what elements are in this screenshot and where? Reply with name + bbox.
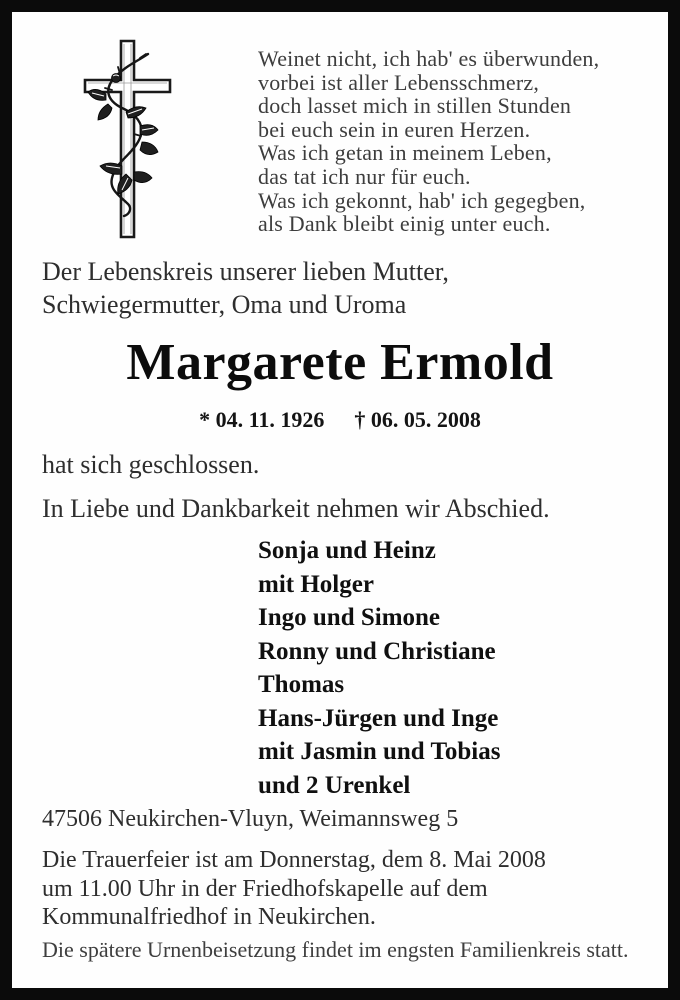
poem-line: bei euch sein in euren Herzen. (258, 116, 531, 142)
intro-line: Schwiegermutter, Oma und Uroma (42, 289, 407, 319)
funeral-line: um 11.00 Uhr in der Friedhofskapelle auf dem (42, 875, 488, 902)
poem-line: Weinet nicht, ich hab' es überwunden, (258, 46, 600, 71)
mourner-line: Hans-Jürgen und Inge (258, 704, 499, 732)
intro-line: Der Lebenskreis unserer lieben Mutter, (42, 257, 449, 286)
mourner-line: Sonja und Heinz (258, 537, 436, 564)
address-line: 47506 Neukirchen-Vluyn, Weimannsweg 5 (42, 806, 459, 832)
poem-line: das tat ich nur für euch. (258, 163, 471, 189)
poem-line: doch lasset mich in stillen Stunden (258, 93, 572, 119)
urn-burial-note: Die spätere Urnenbeisetzung findet im engsten Familienkreis statt. (42, 937, 629, 962)
poem-line: als Dank bleibt einig unter euch. (258, 211, 551, 237)
birth-date: * 04. 11. 1926 (199, 407, 325, 432)
funeral-line: Kommunalfriedhof in Neukirchen. (42, 904, 376, 930)
mourner-line: mit Jasmin und Tobias (258, 738, 501, 765)
poem-line: Was ich getan in meinem Leben, (258, 140, 552, 166)
funeral-info (42, 846, 546, 932)
poem-line: Was ich gekonnt, hab' ich gegegben, (258, 187, 586, 213)
mourner-line: mit Holger (258, 570, 374, 598)
deceased-name: Margarete Ermold (126, 334, 554, 391)
poem-line: vorbei ist aller Lebensschmerz, (258, 69, 540, 95)
farewell-line: In Liebe und Dankbarkeit nehmen wir Abschied. (42, 494, 550, 523)
mourner-line: und 2 Urenkel (258, 771, 411, 799)
death-date: † 06. 05. 2008 (354, 407, 481, 432)
memorial-poem (258, 47, 599, 236)
cross-rose-vine-icon (82, 38, 174, 246)
mourner-line: Ronny und Christiane (258, 637, 496, 665)
funeral-line: Die Trauerfeier ist am Donnerstag, dem 8. Mai 2008 (42, 847, 546, 873)
closing-line: hat sich geschlossen. (42, 450, 260, 479)
mourner-line: Ingo und Simone (258, 604, 441, 631)
mourners-list (258, 534, 500, 802)
intro-text (42, 256, 449, 321)
mourner-line: Thomas (258, 671, 345, 698)
life-dates (12, 406, 668, 434)
